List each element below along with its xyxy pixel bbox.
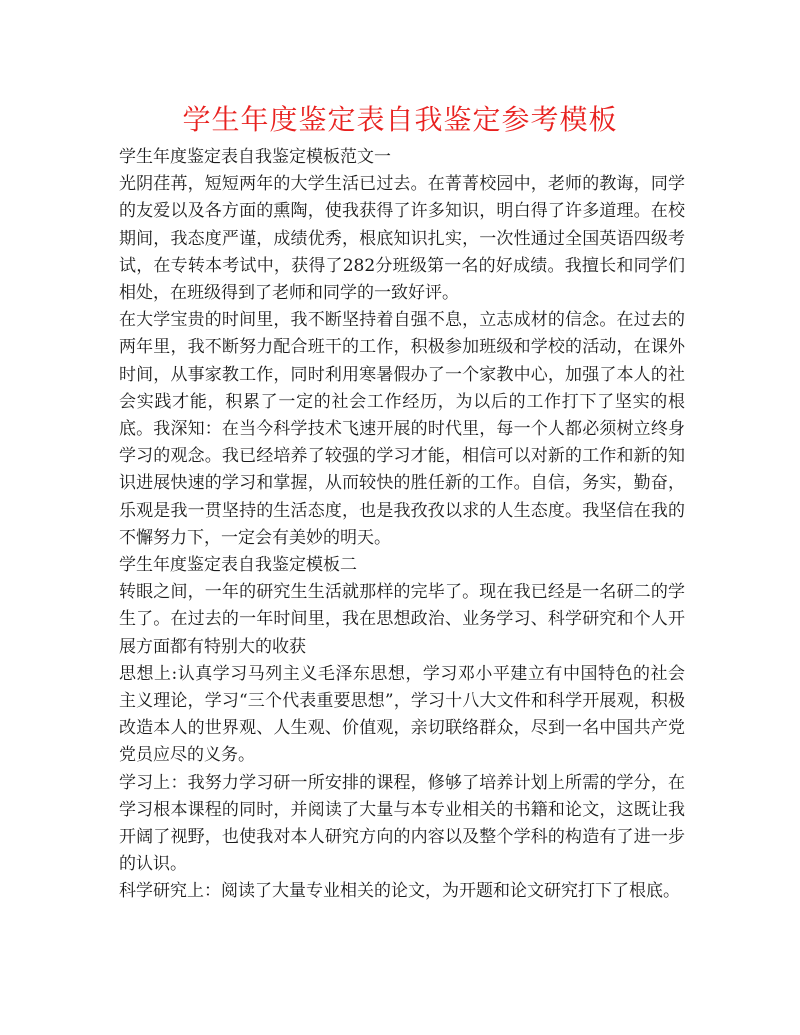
section-heading-1: 学生年度鉴定表自我鉴定模板范文一 <box>119 147 391 167</box>
paragraph: 在大学宝贵的时间里，我不断坚持着自强不息，立志成材的信念。在过去的两年里，我不断努力配合班干的工作，积极参加班级和学校的活动，在课外时间，从事家教工作，同时利用寒暑假办了一个家教中心，加强了本人的社会实践才能，积累了一定的社会工作经历，为以后的工作打下了坚实的根底。我深知：在当今科学技术飞速开展的时代里，每一个人都必须树立终身学习的观念。我已经培养了较强的学习才能，相信可以对新的工作和新的知识进展快速的学习和掌握，从而较快的胜任新的工作。自信，务实，勤奋，乐观是我一贯坚持的生活态度，也是我孜孜以求的人生态度。我坚信在我的不懈努力下，一定会有美妙的明天。 <box>119 310 685 548</box>
paragraph: 光阴荏苒，短短两年的大学生活已过去。在菁菁校园中，老师的教诲，同学的友爱以及各方面的熏陶，使我获得了许多知识，明白得了许多道理。在校期间，我态度严谨，成绩优秀，根底知识扎实，一次性通过全国英语四级考试，在专转本考试中，获得了282分班级第一名的好成绩。我擅长和同学们相处，在班级得到了老师和同学的一致好评。 <box>119 174 685 304</box>
paragraph: 科学研究上：阅读了大量专业相关的论文，为开题和论文研究打下了根底。 <box>119 881 680 902</box>
paragraph: 转眼之间，一年的研究生生活就那样的完毕了。现在我已经是一名研二的学生了。在过去的一年时间里，我在思想政治、业务学习、科学研究和个人开展方面都有特别大的收获 <box>119 582 685 657</box>
section-heading-2: 学生年度鉴定表自我鉴定模板二 <box>119 555 357 576</box>
document-body <box>119 144 685 906</box>
document-title: 学生年度鉴定表自我鉴定参考模板 <box>182 103 618 136</box>
paragraph: 学习上：我努力学习研一所安排的课程，修够了培养计划上所需的学分，在学习根本课程的同时，并阅读了大量与本专业相关的书籍和论文，这既让我开阔了视野，也使我对本人研究方向的内容以及整个学科的构造有了进一步的认识。 <box>119 772 685 875</box>
paragraph: 思想上:认真学习马列主义毛泽东思想，学习邓小平建立有中国特色的社会主义理论，学习“三个代表重要思想”，学习十八大文件和科学开展观，积极改造本人的世界观、人生观、价值观，亲切联络群众，尽到一名中国共产党党员应尽的义务。 <box>119 663 685 766</box>
